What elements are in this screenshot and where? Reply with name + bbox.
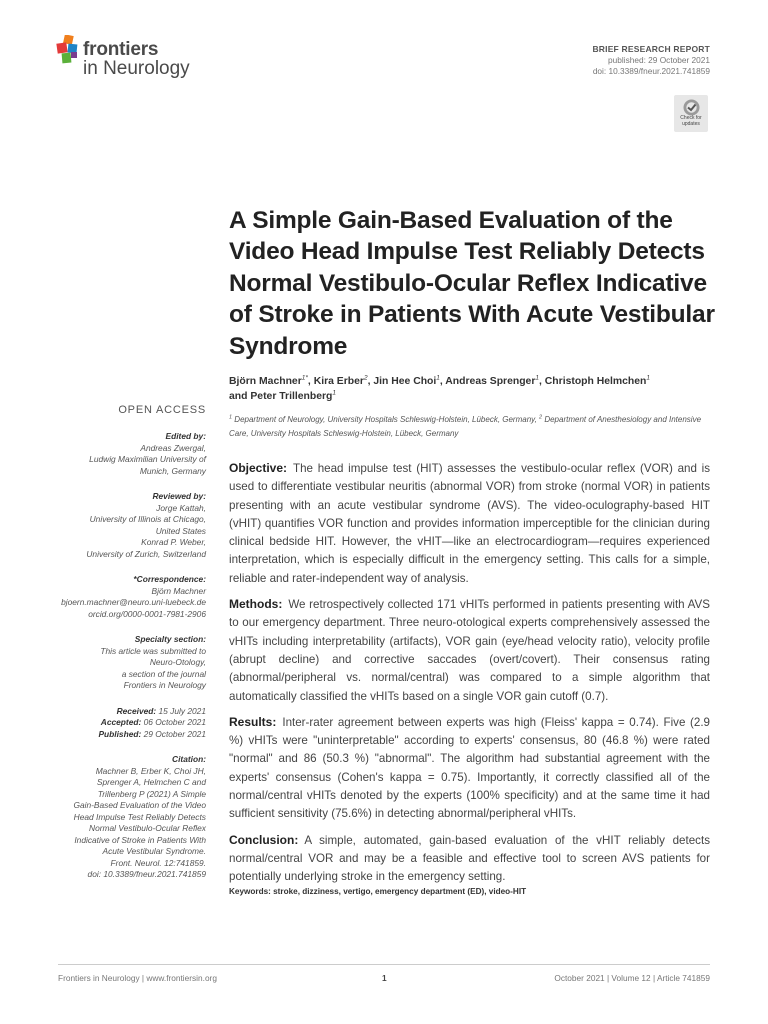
specialty-line: This article was submitted to bbox=[100, 645, 206, 656]
author-name[interactable]: Christoph Helmchen bbox=[544, 376, 647, 387]
received-date: Received: 15 July 2021 bbox=[116, 705, 206, 716]
published-date: published: 29 October 2021 bbox=[608, 55, 710, 65]
citation-line: Normal Vestibulo-Ocular Reflex bbox=[89, 823, 206, 833]
reviewer-line: Konrad P. Weber, bbox=[141, 537, 206, 547]
author-affil-sup: 1 bbox=[646, 374, 651, 382]
footer-journal-link[interactable]: Frontiers in Neurology | www.frontiersin.org bbox=[58, 973, 217, 983]
reviewed-by-section bbox=[38, 491, 206, 560]
citation-section bbox=[38, 754, 206, 881]
article-type: BRIEF RESEARCH REPORT bbox=[592, 44, 710, 54]
author-name[interactable]: Andreas Sprenger bbox=[445, 376, 536, 387]
citation-line: Machner B, Erber K, Choi JH, bbox=[95, 765, 206, 776]
correspondence-email[interactable]: bjoern.machner@neuro.uni-luebeck.de bbox=[61, 597, 206, 607]
citation-heading: Citation: bbox=[172, 754, 206, 764]
author-name[interactable]: Jin Hee Choi bbox=[373, 376, 437, 387]
citation-line: Indicative of Stroke in Patients With bbox=[74, 834, 206, 845]
affiliation-2: Department of Anesthesiology and Intensive Care, University Hospitals Schleswig-Holstein, Lübeck, Germany bbox=[229, 415, 702, 438]
author-name[interactable]: Björn Machner bbox=[229, 376, 302, 387]
check-for-updates-button[interactable] bbox=[674, 95, 708, 132]
author-affil-sup: 1 bbox=[436, 374, 440, 382]
specialty-section bbox=[38, 634, 206, 692]
article-header bbox=[592, 44, 710, 77]
citation-line: Sprenger A, Helmchen C and bbox=[96, 777, 206, 787]
article-info-sidebar bbox=[38, 403, 206, 895]
footer-issue-info: October 2021 | Volume 12 | Article 741859 bbox=[554, 973, 710, 983]
check-updates-icon bbox=[683, 99, 700, 116]
abstract-methods: Methods: We retrospectively collected 171 vHITs performed in patients presenting with AVS to our emergency department. Three neuro-otological experts comprehensively assessed the vHITs including interpretability (artifacts), VOR gain (eye/head velocity ratio), velocity profile (abrupt decline) and corrective saccades (overt/covert). Their consensus rating (abnormal/peripheral vs. normal/central) was compared to a simple algorithm that automatically classified the vHITs based on a single VOR gain cutoff (0.7). bbox=[229, 597, 710, 703]
correspondence-heading: *Correspondence: bbox=[133, 574, 206, 584]
author-affil-sup: 1 bbox=[332, 389, 336, 397]
citation-doi[interactable]: doi: 10.3389/fneur.2021.741859 bbox=[87, 869, 206, 879]
author-affil-sup: 1 bbox=[535, 374, 540, 382]
page-number: 1 bbox=[382, 973, 387, 983]
correspondence-orcid[interactable]: orcid.org/0000-0001-7981-2906 bbox=[88, 608, 206, 619]
article-title: A Simple Gain-Based Evaluation of the Video Head Impulse Test Reliably Detects Normal Vestibulo-Ocular Reflex Indicative of Stroke in Patients With Acute Vestibular Syndrome bbox=[229, 207, 715, 360]
editor-line: Munich, Germany bbox=[139, 465, 206, 476]
accepted-date: Accepted: 06 October 2021 bbox=[100, 717, 206, 727]
reviewer-line: University of Illinois at Chicago, bbox=[89, 514, 206, 524]
reviewer-line: Jorge Kattah, bbox=[156, 502, 206, 513]
affiliations: $^1$ Department of Neurology, University Hospitals Schleswig-Holstein, Lübeck, Germany, $^2$ Department of Anesthesiology and Intensive Care, University Hospitals Schleswig-Holstein, Lübeck, Germany bbox=[229, 414, 702, 438]
editor-line: Ludwig Maximilian University of bbox=[89, 454, 206, 464]
citation-line: Head Impulse Test Reliably Detects bbox=[73, 811, 206, 822]
edited-by-section bbox=[38, 431, 206, 477]
abstract-objective: Objective: The head impulse test (HIT) assesses the vestibulo-ocular reflex (VOR) and is used to differentiate vestibular neuritis (abnormal VOR) from stroke (normal VOR) in patients presenting with an acute vestibular syndrome (AVS). The video-oculography-based HIT (vHIT) quantifies VOR function and provides information imperceptible for the clinician during clinical bedside HIT. However, the vHIT—like an electrocardiogram—requires experienced interpretation, which is especially difficult in the emergency setting. This calls for a simple, reliable and rater-independent way of analysis. bbox=[229, 461, 710, 585]
specialty-line: Neuro-Otology, bbox=[149, 657, 206, 667]
citation-line: Front. Neurol. 12:741859. bbox=[110, 857, 206, 868]
specialty-line: a section of the journal bbox=[121, 668, 206, 679]
specialty-line: Frontiers in Neurology bbox=[123, 680, 206, 690]
abstract bbox=[229, 459, 710, 894]
author-list: Björn Machner$^{1*}$, Kira Erber$^2$, Jin Hee Choi$^1$, Andreas Sprenger$^1$, Christoph Helmchen$^1$ and Peter Trillenberg$^1$ bbox=[229, 374, 651, 402]
frontiers-logo-icon bbox=[56, 35, 82, 65]
abstract-results: Results: Inter-rater agreement between experts was high (Fleiss' kappa = 0.74). Five (2.9 %) vHITs were "uninterpretable" according to experts' consensus, 80 (46.8 %) were rated "normal" and 86 (50.3 %) "abnormal". The algorithm had substantial agreement with the experts' consensus (Cohen's kappa = 0.75). Importantly, it correctly classified all of the normal/central vHITs denoted by the experts (100% specificity) and at the same time it had sufficient sensitivity (75.6%) in detecting abnormal/peripheral vHITs. bbox=[229, 714, 710, 821]
published-date-sidebar: Published: 29 October 2021 bbox=[98, 728, 206, 739]
author-name[interactable]: Peter Trillenberg bbox=[250, 391, 333, 402]
open-access-label: OPEN ACCESS bbox=[118, 404, 206, 416]
affiliation-1: Department of Neurology, University Hospitals Schleswig-Holstein, Lübeck, Germany, bbox=[234, 415, 537, 424]
author-affil-sup: 1* bbox=[301, 374, 308, 382]
dates-section bbox=[38, 706, 206, 741]
author-name[interactable]: Kira Erber bbox=[313, 376, 364, 387]
citation-line: Gain-Based Evaluation of the Video bbox=[73, 800, 206, 810]
editor-line: Andreas Zwergal, bbox=[140, 442, 206, 453]
footer-divider bbox=[58, 964, 710, 965]
reviewer-line: United States bbox=[155, 525, 206, 536]
brand-word-frontiers: frontiers bbox=[83, 39, 159, 60]
check-updates-label: Check for updates bbox=[680, 115, 702, 127]
specialty-heading: Specialty section: bbox=[134, 634, 206, 644]
citation-line: Acute Vestibular Syndrome. bbox=[102, 846, 206, 856]
article-doi[interactable]: doi: 10.3389/fneur.2021.741859 bbox=[592, 66, 710, 76]
reviewed-by-heading: Reviewed by: bbox=[152, 491, 206, 501]
correspondence-line: Björn Machner bbox=[151, 585, 206, 596]
brand-word-journal: in Neurology bbox=[83, 58, 190, 79]
keywords: Keywords: stroke, dizziness, vertigo, emergency department (ED), video-HIT bbox=[229, 887, 527, 896]
edited-by-heading: Edited by: bbox=[165, 431, 206, 441]
correspondence-section bbox=[38, 574, 206, 620]
abstract-conclusion: Conclusion: A simple, automated, gain-based evaluation of the vHIT reliably detects normal/central VOR and may be a feasible and effective tool to screen AVS patients for potentially underlying stroke in the emergency setting. bbox=[229, 832, 710, 884]
journal-logo[interactable] bbox=[54, 32, 224, 82]
reviewer-line: University of Zurich, Switzerland bbox=[86, 548, 206, 559]
citation-line: Trillenberg P (2021) A Simple bbox=[97, 788, 206, 799]
authors-and: and bbox=[229, 391, 248, 402]
author-affil-sup: 2 bbox=[363, 374, 368, 382]
